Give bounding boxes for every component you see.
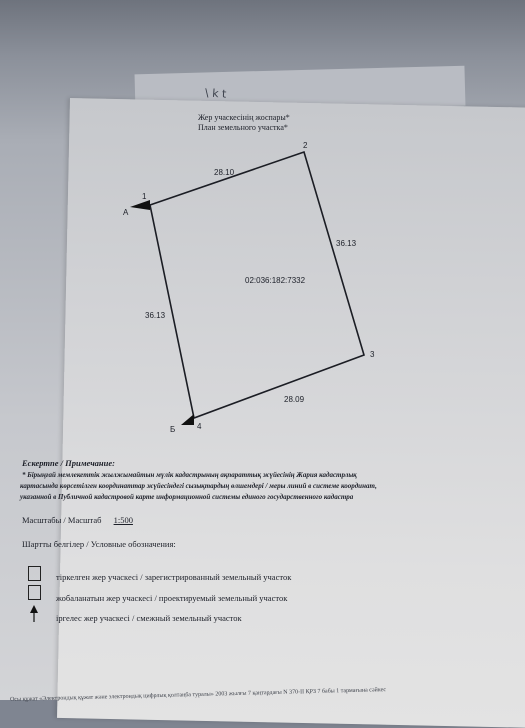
edge-length-top: 28.10	[214, 168, 235, 177]
arrow-marker-b	[181, 414, 194, 425]
legend-item-projected: жобаланатын жер учаскесі / проектируемый земельный участок	[56, 593, 288, 603]
legend-item-adjacent: іргелес жер учаскесі / смежный земельный участок	[56, 613, 242, 623]
point-label-2: 2	[303, 141, 308, 150]
edge-length-bottom: 28.09	[284, 395, 305, 404]
registered-parcel-symbol	[28, 566, 41, 581]
note-heading: Ескертпе / Примечание:	[22, 458, 115, 468]
footer-text: Осы құжат «Электрондық құжат және электрондық цифрлық қолтаңба туралы» 2003 жылғы 7 қаңтардағы N 370-II ҚРЗ 7 бабы 1 тармағына сәйкес	[9, 687, 387, 703]
parcel-boundary	[150, 152, 364, 418]
point-label-4: 4	[197, 422, 202, 431]
legend-title: Шартты белгілер / Условные обозначения:	[22, 539, 176, 549]
edge-length-left: 36.13	[145, 311, 166, 320]
letter-label-a: А	[123, 208, 129, 217]
title-russian: План земельного участка*	[198, 123, 288, 132]
arrow-marker-a	[130, 200, 150, 210]
note-line-2: картасында көрсетілген координаттар жүйесіндегі сызықтардың өлшемдері / меры линий в системе координат,	[20, 482, 377, 490]
scale-value: 1:500	[113, 515, 133, 525]
note-line-3: указанной в Публичной кадастровой карте информационной системы единого государственного кадастра	[20, 493, 354, 501]
legend-item-registered: тіркелген жер учаскесі / зарегистрированный земельный участок	[56, 572, 292, 582]
parcel-id: 02:036:182:7332	[245, 276, 306, 285]
handwritten-mark: \ k t	[204, 86, 227, 101]
point-label-3: 3	[370, 350, 375, 359]
letter-label-b: Б	[170, 425, 176, 434]
edge-length-right: 36.13	[336, 239, 357, 248]
note-line-1: * Бірыңғай мемлекеттік жылжымайтын мүлік кадастрының ақпараттық жүйесінің Жария кадастрлық	[22, 471, 357, 479]
scale-label: Масштабы / Масштаб	[22, 515, 102, 525]
point-label-1: 1	[142, 192, 147, 201]
projected-parcel-symbol	[28, 585, 41, 600]
scale-row	[22, 515, 133, 525]
title-kazakh: Жер учаскесінің жоспары*	[198, 113, 290, 122]
